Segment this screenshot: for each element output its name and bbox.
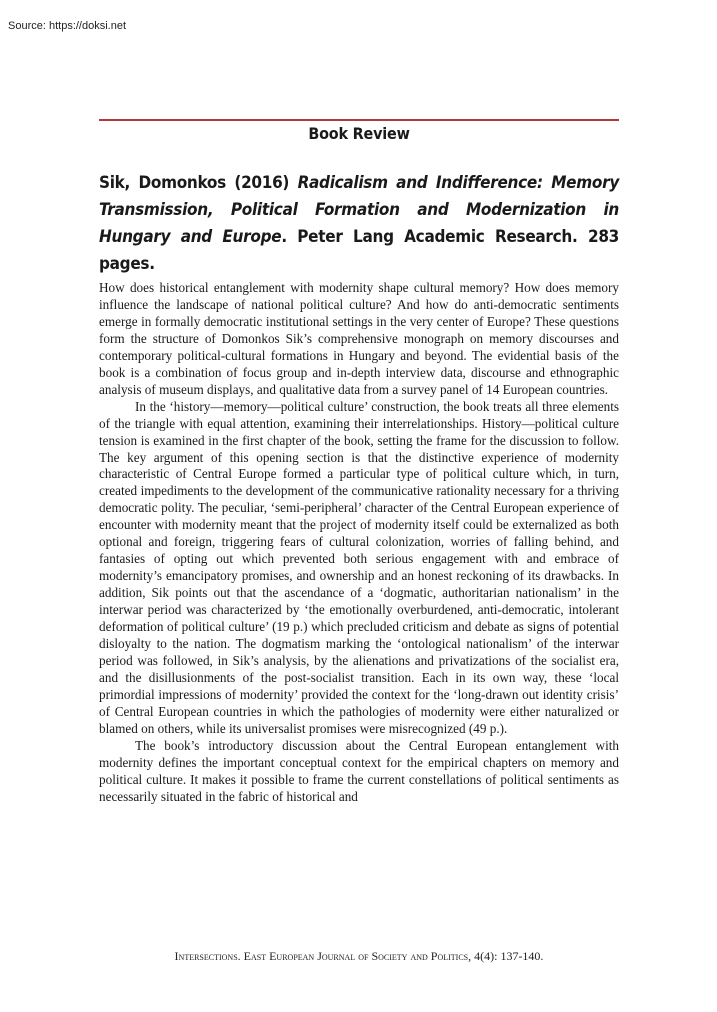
paragraph-2: In the ‘history—memory—political culture’ construction, the book treats all three elements of the triangle with equal attention, examining their interrelationships. History—political culture tension is examined in the first chapter of the book, setting the frame for the discussion to follow. The key argument of this opening section is that the distinctive experience of modernity characteristic of Central Europe formed a particular type of political culture which, in turn, created impediments to the development of the communicative rationality necessary for a thriving democratic polity. The peculiar, ‘semi-peripheral’ character of the Central European experience of encounter with modernity meant that the project of modernity itself could be externalized as both optional and foreign, triggering fears of cultural colonization, worries of falling behind, and fantasies of opting out which prevented both serious engagement with and embrace of modernity’s emancipatory promises, and ownership and an honest reckoning of its drawbacks. In addition, Sik points out that the ascendance of a ‘dogmatic, authoritarian nationalism’ in the interwar period was characterized by ‘the emotionally overburdened, anti-democratic, intolerant deformation of political culture’ (19 p.) which precluded criticism and debate as signs of potential disloyalty to the nation. The dogmatism marking the ‘ontological nationalism’ of the interwar period was followed, in Sik’s analysis, by the alienations and privatizations of the socialist era, and the disillusionments of the post-socialist transition. Each in its own way, these ‘local primordial impressions of modernity’ provided the context for the ‘long-drawn out identity crisis’ of Central European countries in which the pathologies of modernity were either naturalized or blamed on others, while its universalist promises were misrecognized (49 p.). [99,398,619,736]
book-citation [99,170,619,278]
citation-publisher: . Peter Lang Academic Research. 283 pages. [99,227,619,274]
citation-author: Sik, Domonkos (2016) [99,173,298,193]
section-title: Book Review [308,124,410,143]
journal-footer: Intersections. East European Journal of Society and Politics, 4(4): 137-140. [174,949,544,963]
source-url[interactable]: Source: https://doksi.net [8,20,127,32]
header-rule [99,119,619,121]
paragraph-3: The book’s introductory discussion about the Central European entanglement with modernity defines the important conceptual context for the empirical chapters on memory and political culture. It makes it possible to frame the current constellations of political sentiments as necessarily situated in the fabric of historical and [99,737,619,804]
citation-title: Radicalism and Indifference: Memory Transmission, Political Formation and Modernization in Hungary and Europe [99,173,619,247]
review-body [99,280,619,806]
paragraph-1: How does historical entanglement with modernity shape cultural memory? How does memory influence the landscape of national political culture? And how do anti-democratic sentiments emerge in formally democratic institutional settings in the very center of Europe? These questions form the structure of Domonkos Sik’s comprehensive monograph on memory discourses and contemporary political-cultural formations in Hungary and beyond. The evidential basis of the book is a combination of focus group and in-depth interview data, discourse and ethnographic analysis of museum displays, and qualitative data from a survey panel of 14 European countries. [99,280,619,397]
